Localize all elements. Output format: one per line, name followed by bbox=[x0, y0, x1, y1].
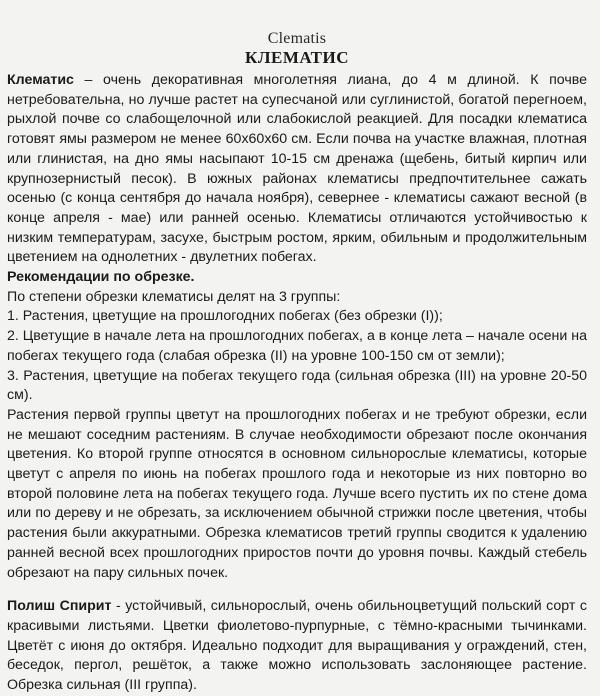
pruning-intro: По степени обрезки клематисы делят на 3 группы: bbox=[7, 288, 341, 305]
pruning-group-3: 3. Растения, цветущие на побегах текущего года (сильная обрезка (III) на уровне 20-50 см). bbox=[7, 367, 587, 404]
variety-name: Полиш Спирит bbox=[7, 598, 112, 615]
pruning-heading: Рекомендации по обрезке. bbox=[7, 269, 195, 286]
intro-text: – очень декоративная многолетняя лиана, до 4 м длиной. К почве нетребовательна, но лучше растет на супесчаной или суглинистой, богатой перегноем, рыхлой почве со слабощелочной или слабокислой реакцией. Для посадки клематиса готовят ямы размером не менее 60х60х60 см. Если почва на участке влажная, плотная или глинистая, на дно ямы насыпают 10-15 см дренажа (щебень, битый кирпич или крупнозернистый песок). В южных районах клематисы предпочтительнее сажать осенью (с конца сентября до начала ноября), севернее - клематисы сажают весной (в конце апреля - мае) или ранней осенью. Клематисы отличаются устойчивостью к низким температурам, засухе, быстрым ростом, ярким, обильным и продолжительным цветением на однолетних - двулетних побегах. bbox=[7, 72, 587, 266]
variety-text: - устойчивый, сильнорослый, очень обильноцветущий польский сорт с красивыми листьями. Цветки фиолетово-пурпурные, с тёмно-красными тычинками. Цветёт с июня до октября. Идеально подходит для выращивания у ограждений, стен, беседок, пергол, решёток, а также можно использовать заслоняющее растение. Обрезка сильная (III группа). bbox=[7, 598, 587, 694]
latin-name: Clematis bbox=[267, 30, 327, 47]
section-gap bbox=[7, 583, 587, 597]
pruning-group-1: 1. Растения, цветущие на прошлогодних побегах (без обрезки (I)); bbox=[7, 308, 443, 325]
variety-paragraph bbox=[7, 597, 587, 696]
pruning-details: Растения первой группы цветут на прошлогодних побегах и не требуют обрезки, если не мешают соседним растениям. В случае необходимости обрезают после окончания цветения. Ко второй группе относятся в основном сильнорослые клематисы, которые цветут с апреля по июнь на побегах прошлого года и некоторые из них повторно во второй половине лета на побегах текущего года. Лучше всего пустить их по стене дома или по дереву и не обрезать, за исключением обычной стрижки после цветения, чтобы растения были аккуратными. Обрезка клематисов третий группы сводится к удалению ранней весной всех прошлогодних приростов почти до уровня почвы. Каждый стебель обрезают на пару сильных почек. bbox=[7, 406, 587, 581]
intro-paragraph bbox=[7, 71, 587, 268]
pruning-group-2: 2. Цветущие в начале лета на прошлогодних побегах, а в конце лета – начале осени на побегах текущего года (слабая обрезка (II) на уровне 100-150 см от земли); bbox=[7, 328, 587, 364]
page-title: КЛЕМАТИС bbox=[245, 48, 349, 67]
intro-term: Клематис bbox=[7, 72, 74, 88]
